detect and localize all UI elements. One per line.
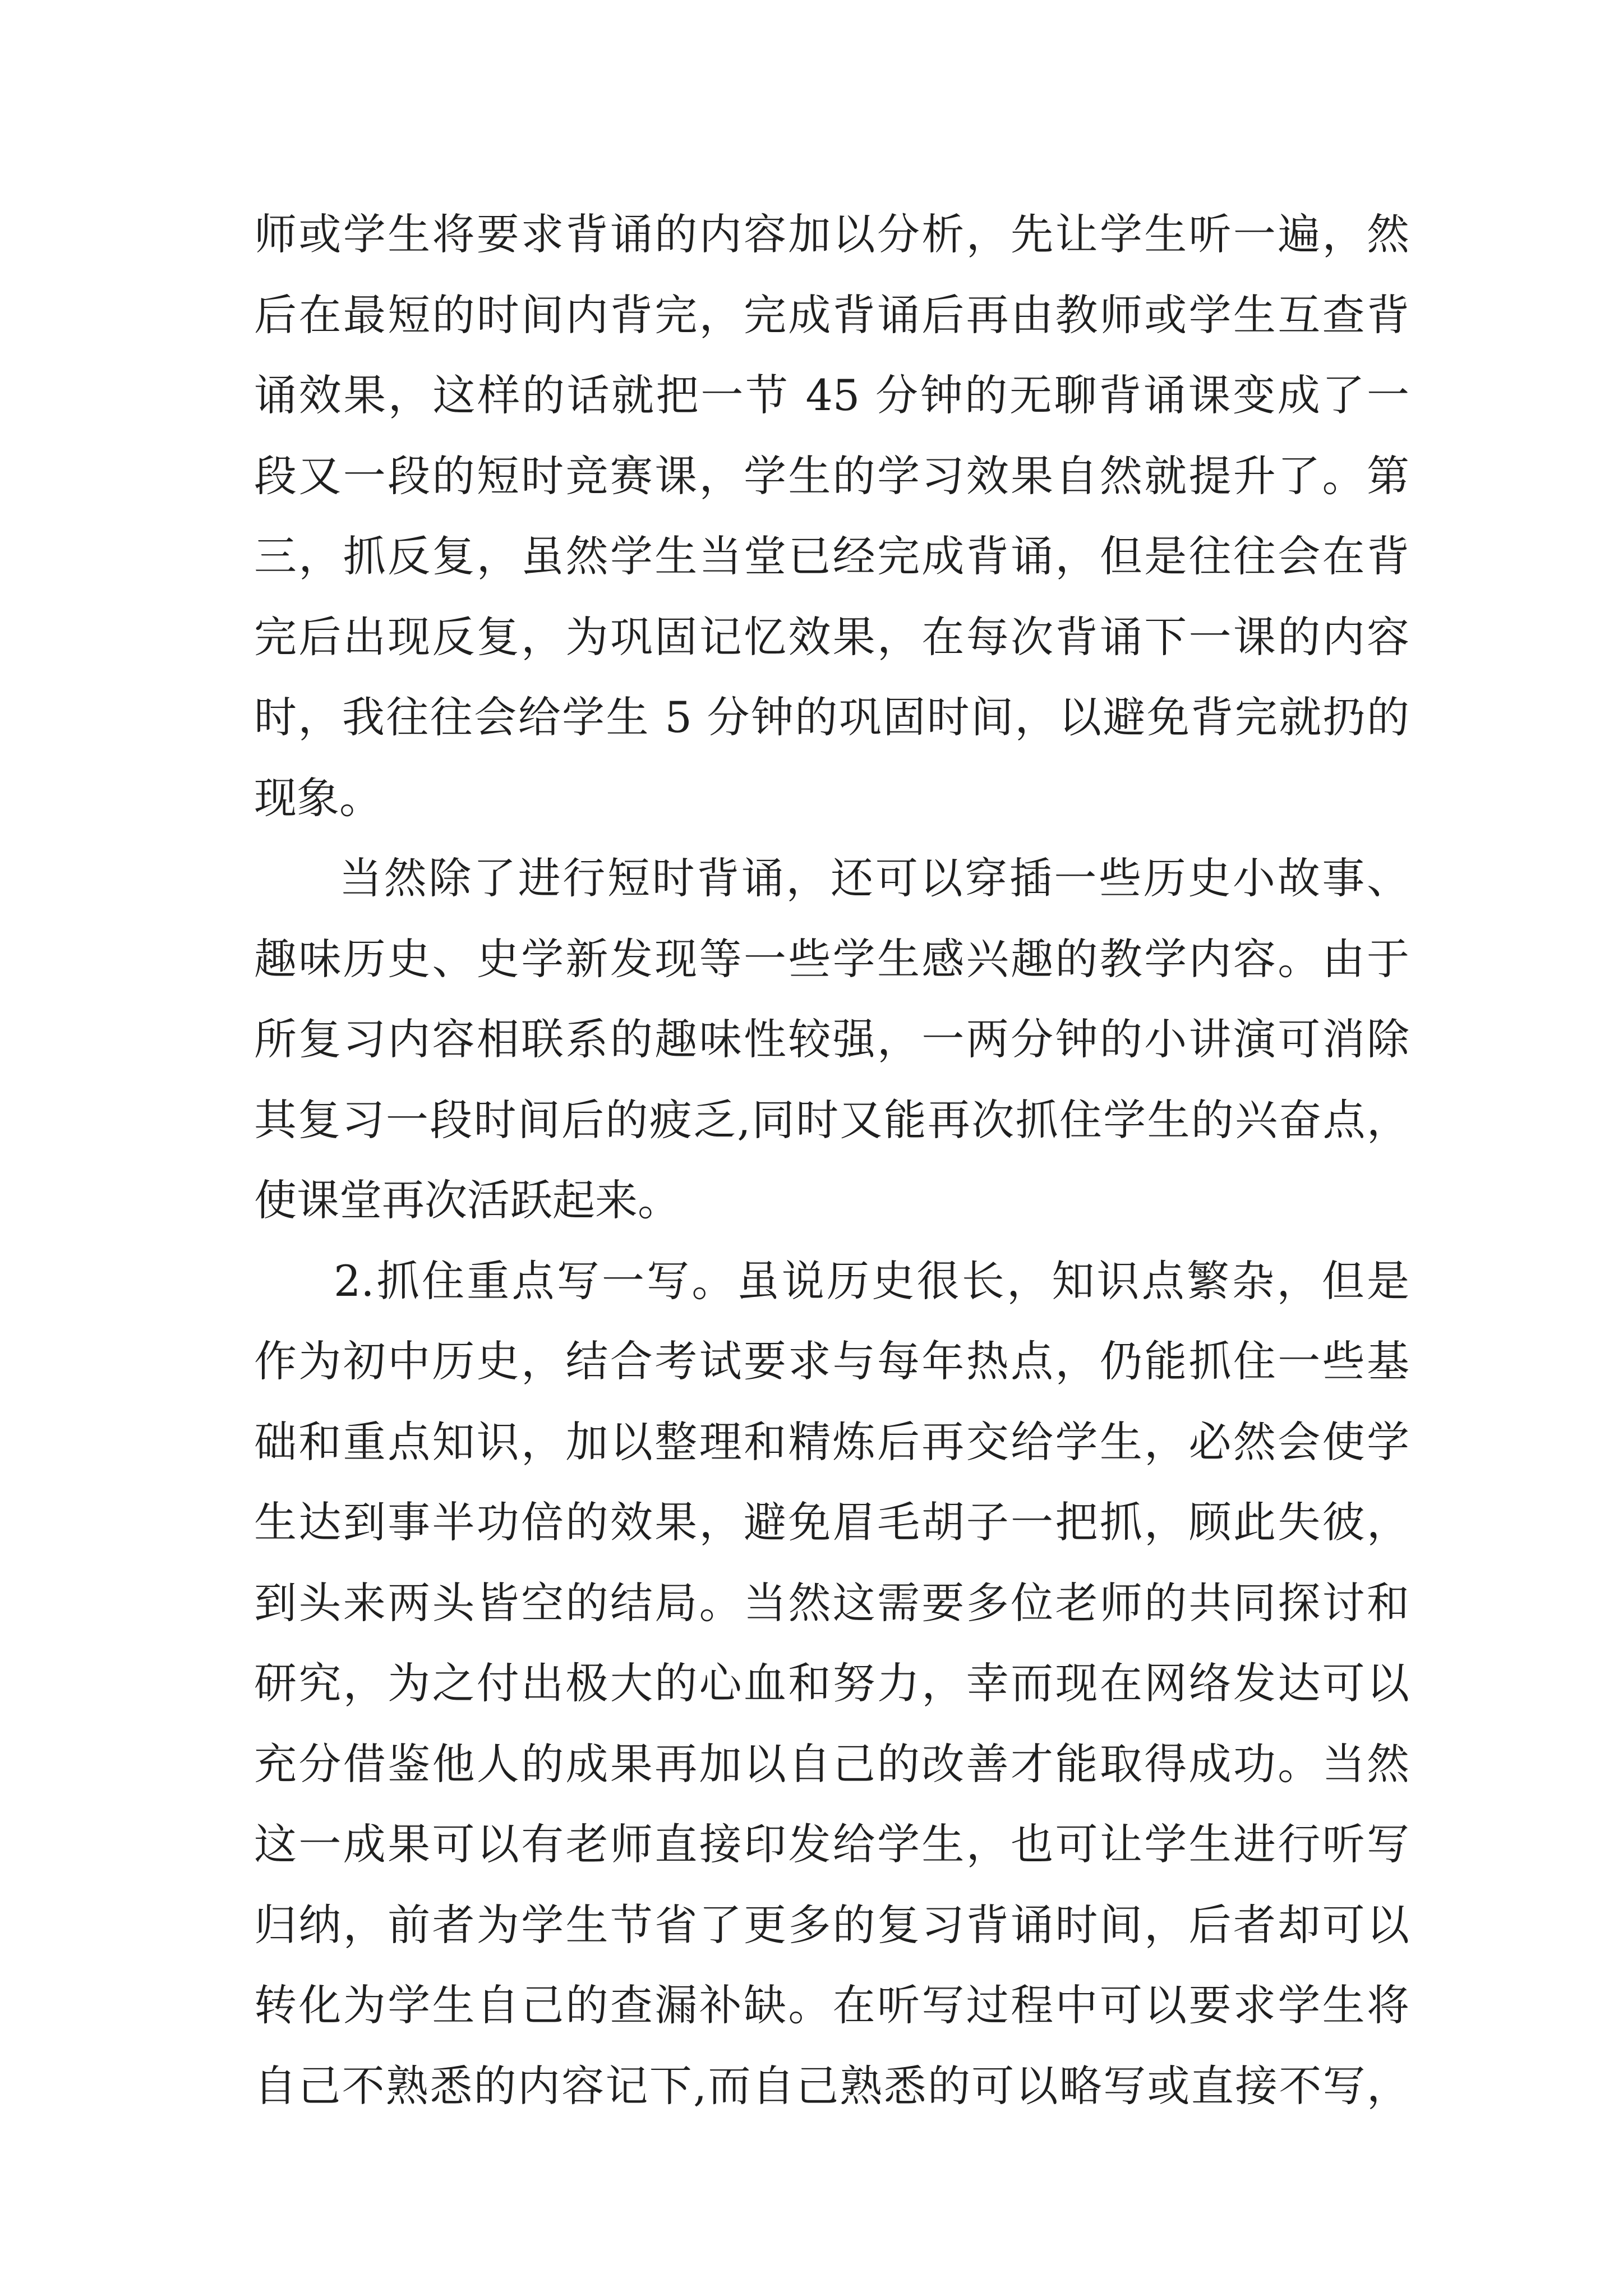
text-line: 段又一段的短时竞赛课，学生的学习效果自然就提升了。第 bbox=[254, 450, 1409, 501]
text-line: 这一成果可以有老师直接印发给学生，也可让学生进行听写 bbox=[254, 1819, 1409, 1869]
text-line: 所复习内容相联系的趣味性较强，一两分钟的小讲演可消除 bbox=[254, 1014, 1409, 1064]
text-line: 充分借鉴他人的成果再加以自己的改善才能取得成功。当然 bbox=[254, 1738, 1409, 1789]
text-line: 使课堂再次活跃起来。 bbox=[254, 1175, 680, 1225]
text-line: 时，我往往会给学生 5 分钟的巩固时间，以避免背完就扔的 bbox=[254, 692, 1409, 742]
text-line: 后在最短的时间内背完，完成背诵后再由教师或学生互查背 bbox=[254, 289, 1409, 340]
text-line: 归纳，前者为学生节省了更多的复习背诵时间，后者却可以 bbox=[254, 1899, 1409, 1950]
text-line: 现象。 bbox=[254, 772, 382, 823]
text-line: 研究，为之付出极大的心血和努力，幸而现在网络发达可以 bbox=[254, 1658, 1409, 1708]
text-line: 其复习一段时间后的疲乏,同时又能再次抓住学生的兴奋点， bbox=[254, 1094, 1409, 1145]
paragraph-start-line: 当然除了进行短时背诵，还可以穿插一些历史小故事、 bbox=[339, 853, 1409, 903]
text-line: 础和重点知识，加以整理和精炼后再交给学生，必然会使学 bbox=[254, 1416, 1409, 1467]
text-line: 趣味历史、史学新发现等一些学生感兴趣的教学内容。由于 bbox=[254, 933, 1409, 984]
text-line: 生达到事半功倍的效果，避免眉毛胡子一把抓，顾此失彼， bbox=[254, 1497, 1409, 1547]
paragraph-start-line: 2.抓住重点写一写。虽说历史很长，知识点繁杂，但是 bbox=[334, 1255, 1409, 1306]
text-line: 师或学生将要求背诵的内容加以分析，先让学生听一遍，然 bbox=[254, 209, 1409, 259]
text-line: 作为初中历史，结合考试要求与每年热点，仍能抓住一些基 bbox=[254, 1336, 1409, 1386]
text-line: 自己不熟悉的内容记下,而自己熟悉的可以略写或直接不写， bbox=[254, 2060, 1409, 2111]
body-text bbox=[254, 194, 1409, 2126]
text-line: 转化为学生自己的查漏补缺。在听写过程中可以要求学生将 bbox=[254, 1980, 1409, 2030]
text-line: 到头来两头皆空的结局。当然这需要多位老师的共同探讨和 bbox=[254, 1577, 1409, 1628]
text-line: 三，抓反复，虽然学生当堂已经完成背诵，但是往往会在背 bbox=[254, 531, 1409, 581]
text-line: 完后出现反复，为巩固记忆效果，在每次背诵下一课的内容 bbox=[254, 611, 1409, 662]
text-line: 诵效果，这样的话就把一节 45 分钟的无聊背诵课变成了一 bbox=[254, 370, 1409, 420]
